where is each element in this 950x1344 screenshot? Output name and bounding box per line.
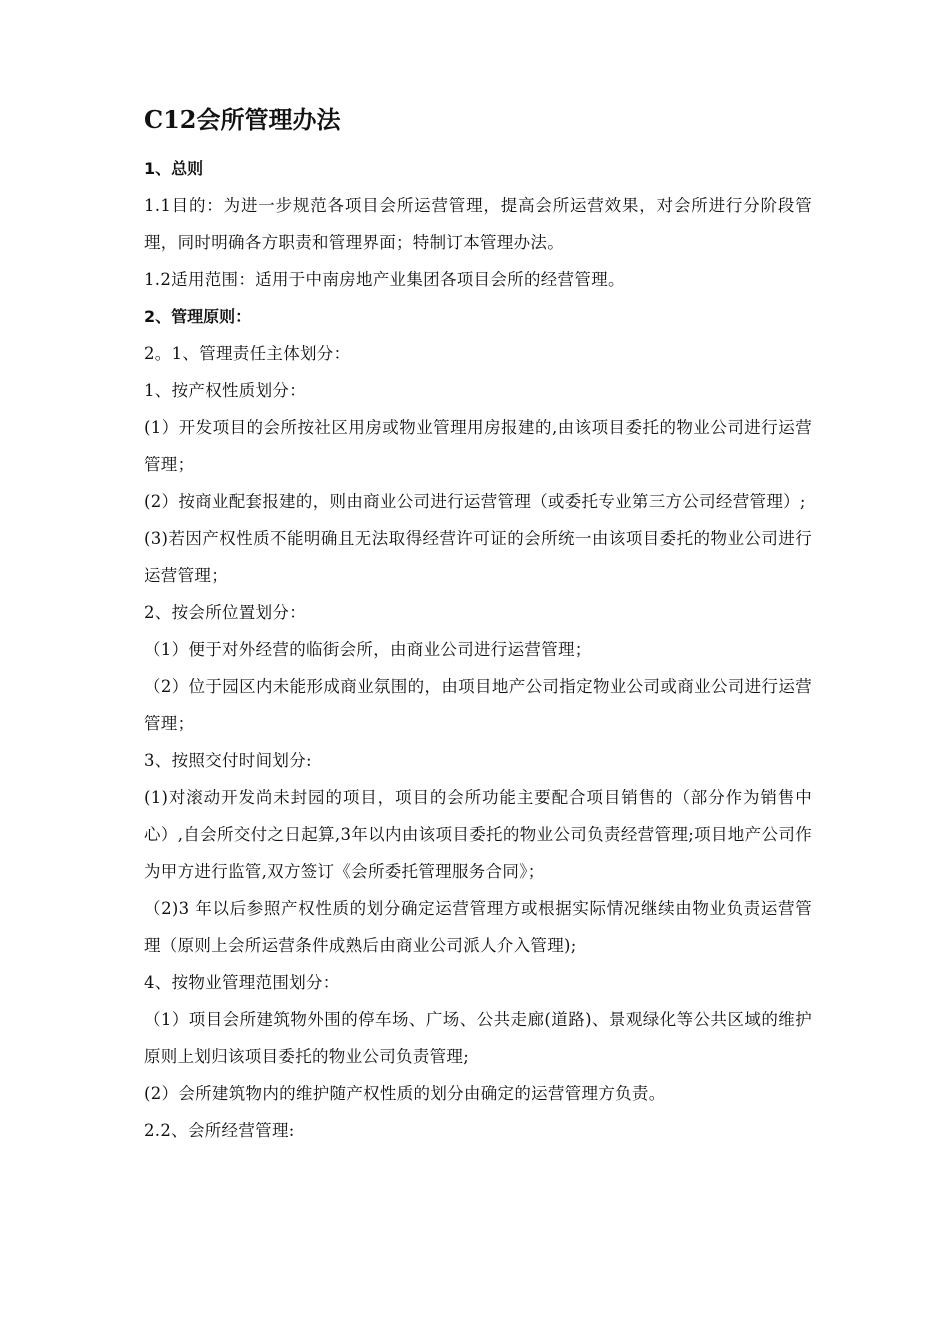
list-item: (2）按商业配套报建的，则由商业公司进行运营管理（或委托专业第三方公司经营管理）; [144,492,806,511]
paragraph-by-property-management-scope: 4、按物业管理范围划分： [144,973,340,992]
section-heading-principles: 2、管理原则： [144,307,252,326]
list-item: (3)若因产权性质不能明确且无法取得经营许可证的会所统一由该项目委托的物业公司进行运营管理； [144,529,812,585]
list-item: （2）位于园区内未能形成商业氛围的，由项目地产公司指定物业公司或商业公司进行运营管理； [144,677,812,733]
paragraph-clubhouse-operation: 2.2、会所经营管理: [144,1121,295,1140]
document-title: C12会所管理办法 [144,105,341,134]
paragraph-responsibility-division: 2。1、管理责任主体划分： [144,344,351,363]
list-item: （1）便于对外经营的临街会所，由商业公司进行运营管理； [144,640,592,659]
paragraph-by-property-nature: 1、按产权性质划分： [144,381,306,400]
list-item: (1)对滚动开发尚未封园的项目，项目的会所功能主要配合项目销售的（部分作为销售中心）,自会所交付之日起算,3年以内由该项目委托的物业公司负责经营管理;项目地产公司作为甲方进行监管,双方签订《会所委托管理服务合同》； [144,788,812,881]
paragraph-scope: 1.2适用范围：适用于中南房地产业集团各项目会所的经营管理。 [144,270,625,289]
list-item: （1）项目会所建筑物外围的停车场、广场、公共走廊(道路)、景观绿化等公共区域的维护原则上划归该项目委托的物业公司负责管理; [144,1010,812,1066]
paragraph-by-location: 2、按会所位置划分： [144,603,306,622]
paragraph-by-delivery-time: 3、按照交付时间划分: [144,751,312,770]
list-item: (1）开发项目的会所按社区用房或物业管理用房报建的,由该项目委托的物业公司进行运营管理； [144,418,812,474]
document-page [144,102,812,1149]
section-heading-general: 1、总则 [144,159,204,178]
list-item: （2)3 年以后参照产权性质的划分确定运营管理方或根据实际情况继续由物业负责运营管理（原则上会所运营条件成熟后由商业公司派人介入管理); [144,899,812,955]
list-item: (2）会所建筑物内的维护随产权性质的划分由确定的运营管理方负责。 [144,1084,666,1103]
paragraph-purpose: 1.1目的：为进一步规范各项目会所运营管理，提高会所运营效果，对会所进行分阶段管理，同时明确各方职责和管理界面；特制订本管理办法。 [144,196,812,252]
